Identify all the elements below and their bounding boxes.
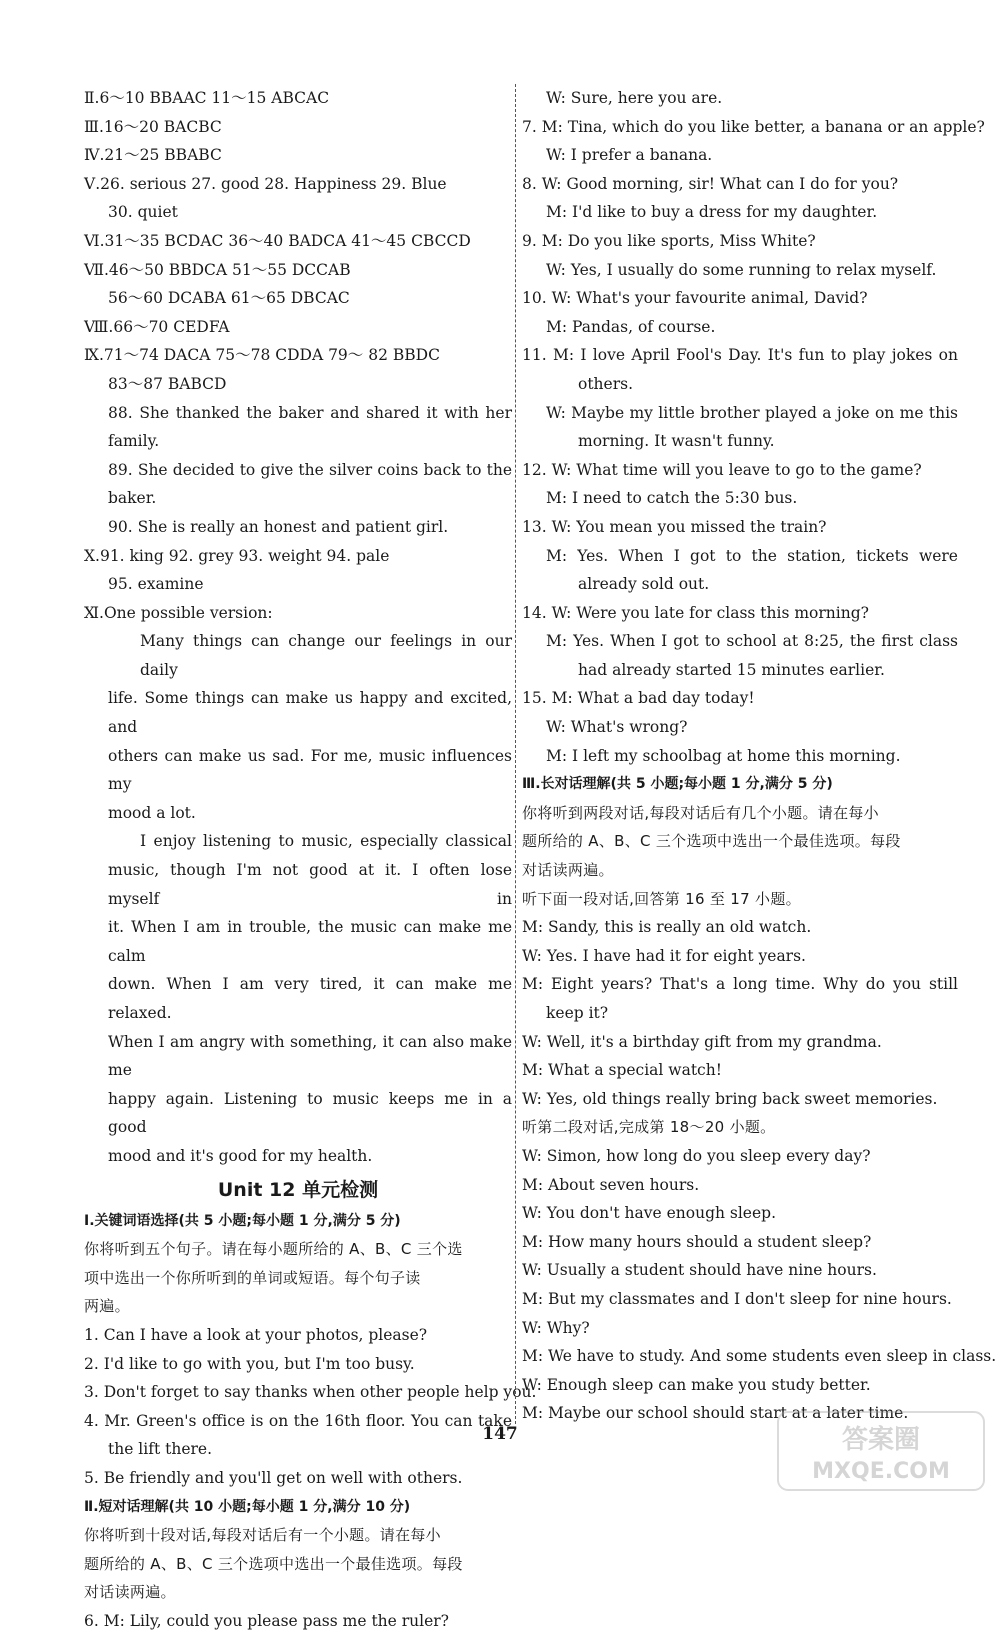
text-line: 15. M: What a bad day today! — [522, 689, 755, 708]
text-line: 10. W: What's your favourite animal, David? — [522, 289, 868, 308]
section-heading: Ⅰ.关键词语选择(共 5 小题;每小题 1 分,满分 5 分) — [84, 1212, 401, 1229]
text-line: 95. examine — [108, 575, 204, 594]
watermark-logo — [776, 1410, 986, 1492]
svg-text:MXQE.COM: MXQE.COM — [812, 1459, 950, 1484]
text-line: 13. W: You mean you missed the train? — [522, 517, 827, 536]
text-line: M: Sandy, this is really an old watch. — [522, 918, 812, 937]
text-line: Ⅸ.71～74 DACA 75～78 CDDA 79～ 82 BBDC — [84, 346, 440, 365]
text-line: it. When I am in trouble, the music can make me calm — [108, 918, 512, 965]
text-line: others can make us sad. For me, music influences my — [108, 746, 512, 794]
text-line: happy again. Listening to music keeps me in a good — [108, 1089, 512, 1137]
text-line: 1. Can I have a look at your photos, please? — [84, 1325, 428, 1344]
text-line: mood a lot. — [108, 803, 196, 822]
text-line: W: Why? — [522, 1318, 590, 1337]
text-line: M: Eight years? That's a long time. Why do you still — [522, 975, 958, 994]
text-line: W: Enough sleep can make you study better. — [522, 1375, 871, 1394]
text-line: 56～60 DCABA 61～65 DBCAC — [108, 289, 350, 308]
text-line: already sold out. — [578, 575, 710, 594]
text-line: W: Sure, here you are. — [546, 89, 723, 107]
text-line: 4. Mr. Green's office is on the 16th floor. You can take — [84, 1411, 512, 1430]
text-line: Ⅷ.66～70 CEDFA — [84, 317, 230, 336]
text-line: 对话读两遍。 — [522, 861, 614, 880]
text-line: M: We have to study. And some students even sleep in class. — [522, 1347, 997, 1366]
text-line: 题所给的 A、B、C 三个选项中选出一个最佳选项。每段 — [522, 832, 901, 851]
text-line: M: Maybe our school should start at a later time. — [522, 1404, 909, 1423]
text-line: mood and it's good for my health. — [108, 1146, 373, 1165]
text-line: Ⅹ.91. king 92. grey 93. weight 94. pale — [84, 546, 390, 565]
text-line: W: Usually a student should have nine hours. — [522, 1261, 877, 1280]
text-line: Many things can change our feelings in our daily — [140, 632, 512, 679]
text-line: life. Some things can make us happy and excited, and — [108, 689, 512, 737]
text-line: W: Maybe my little brother played a joke on me this — [546, 403, 958, 422]
text-line: Ⅵ.31～35 BCDAC 36～40 BADCA 41～45 CBCCD — [84, 231, 471, 250]
text-line: 30. quiet — [108, 203, 178, 222]
text-line: 5. Be friendly and you'll get on well with others. — [84, 1468, 463, 1487]
text-line: 你将听到两段对话,每段对话后有几个小题。请在每小 — [522, 803, 879, 822]
text-line: 听下面一段对话,回答第 16 至 17 小题。 — [522, 889, 801, 908]
text-line: music, though I'm not good at it. I often lose myself in — [108, 861, 512, 908]
text-line: M: I need to catch the 5:30 bus. — [546, 489, 798, 508]
text-line: M: I'd like to buy a dress for my daughter. — [546, 203, 878, 222]
text-line: M: But my classmates and I don't sleep for nine hours. — [522, 1289, 952, 1308]
column-divider — [515, 84, 516, 1424]
text-line: the lift there. — [108, 1440, 213, 1459]
text-line: Ⅳ.21～25 BBABC — [84, 146, 222, 165]
text-line: 89. She decided to give the silver coins back to the — [108, 460, 512, 479]
text-line: 14. W: Were you late for class this morning? — [522, 603, 869, 622]
text-line: 90. She is really an honest and patient girl. — [108, 517, 449, 536]
text-line: Ⅶ.46～50 BBDCA 51～55 DCCAB — [84, 260, 351, 279]
text-line: baker. — [108, 489, 157, 508]
text-line: 项中选出一个你所听到的单词或短语。每个句子读 — [84, 1268, 421, 1287]
text-line: M: Pandas, of course. — [546, 317, 716, 336]
text-line: down. When I am very tired, it can make me relaxed. — [108, 975, 512, 1022]
text-line: Ⅲ.16～20 BACBC — [84, 117, 222, 136]
text-line: W: You don't have enough sleep. — [522, 1204, 777, 1223]
text-line: M: About seven hours. — [522, 1175, 700, 1194]
text-line: 6. M: Lily, could you please pass me the ruler? — [84, 1611, 449, 1630]
text-line: keep it? — [546, 1004, 609, 1022]
text-line: 2. I'd like to go with you, but I'm too busy. — [84, 1354, 415, 1373]
text-line: 你将听到十段对话,每段对话后有一个小题。请在每小 — [84, 1526, 441, 1545]
text-line: 83～87 BABCD — [108, 374, 227, 393]
right-column — [522, 84, 997, 1428]
left-column — [84, 84, 537, 1635]
text-line: 题所给的 A、B、C 三个选项中选出一个最佳选项。每段 — [84, 1554, 463, 1573]
text-line: I enjoy listening to music, especially classical — [140, 832, 512, 851]
text-line: M: Yes. When I got to school at 8:25, the first class — [546, 632, 958, 651]
svg-text:答案圈: 答案圈 — [841, 1425, 921, 1455]
text-line: W: Yes, old things really bring back sweet memories. — [522, 1089, 938, 1108]
text-line: 88. She thanked the baker and shared it with her — [108, 403, 512, 422]
text-line: 7. M: Tina, which do you like better, a banana or an apple? — [522, 117, 985, 136]
text-line: had already started 15 minutes earlier. — [578, 660, 885, 679]
text-line: 3. Don't forget to say thanks when other people help you. — [84, 1383, 537, 1402]
text-line: W: Simon, how long do you sleep every day? — [522, 1146, 871, 1165]
text-line: W: Yes, I usually do some running to relax myself. — [546, 260, 937, 279]
page-number: 147 — [482, 1424, 518, 1444]
text-line: 8. W: Good morning, sir! What can I do for you? — [522, 174, 899, 193]
section-title: Unit 12 单元检测 — [217, 1178, 379, 1201]
text-line: Ⅴ.26. serious 27. good 28. Happiness 29. Blue — [84, 174, 447, 193]
text-line: 9. M: Do you like sports, Miss White? — [522, 231, 816, 250]
text-line: 对话读两遍。 — [84, 1583, 176, 1602]
text-line: 两遍。 — [84, 1297, 130, 1316]
text-line: others. — [578, 374, 634, 393]
text-line: W: Well, it's a birthday gift from my grandma. — [522, 1032, 882, 1051]
text-line: M: Yes. When I got to the station, tickets were — [546, 546, 958, 565]
text-line: Ⅱ.6～10 BBAAC 11～15 ABCAC — [84, 89, 330, 107]
section-heading: Ⅱ.短对话理解(共 10 小题;每小题 1 分,满分 10 分) — [84, 1498, 411, 1515]
text-line: W: What's wrong? — [546, 718, 688, 737]
section-heading: Ⅲ.长对话理解(共 5 小题;每小题 1 分,满分 5 分) — [522, 776, 833, 793]
text-line: Ⅺ.One possible version: — [84, 603, 273, 622]
text-line: W: Yes. I have had it for eight years. — [522, 946, 806, 965]
text-line: W: I prefer a banana. — [546, 146, 713, 165]
text-line: family. — [108, 432, 160, 451]
text-line: When I am angry with something, it can also make me — [108, 1032, 512, 1080]
text-line: M: How many hours should a student sleep? — [522, 1232, 872, 1251]
text-line: M: What a special watch! — [522, 1061, 722, 1080]
text-line: M: I left my schoolbag at home this morning. — [546, 746, 901, 765]
text-line: morning. It wasn't funny. — [578, 432, 775, 451]
text-line: 11. M: I love April Fool's Day. It's fun to play jokes on — [522, 346, 958, 365]
text-line: 12. W: What time will you leave to go to the game? — [522, 460, 922, 479]
text-line: 你将听到五个句子。请在每小题所给的 A、B、C 三个选 — [84, 1240, 463, 1259]
text-line: 听第二段对话,完成第 18～20 小题。 — [522, 1118, 776, 1137]
